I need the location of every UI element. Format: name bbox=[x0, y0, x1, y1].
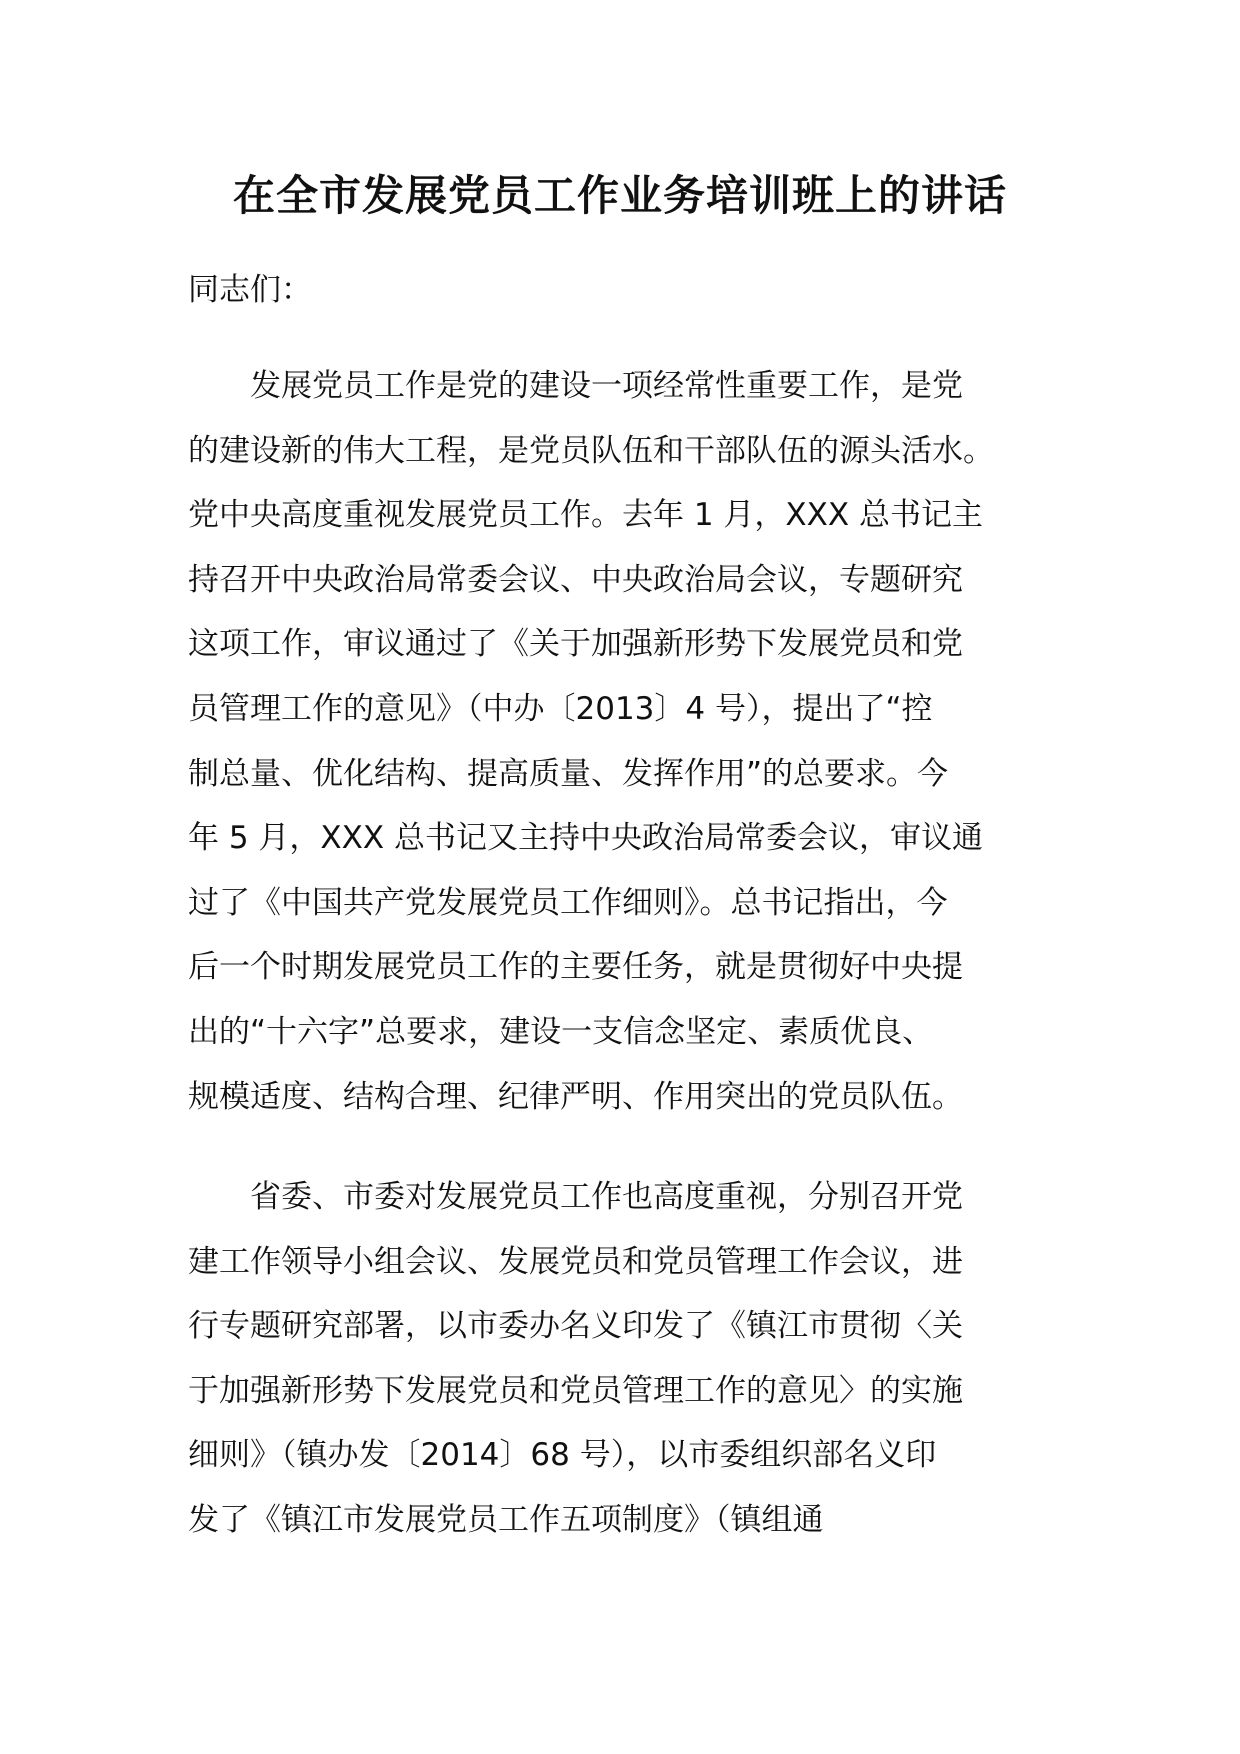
paragraph-2-line: 于加强新形势下发展党员和党员管理工作的意见〉的实施 bbox=[188, 1372, 963, 1409]
paragraph-2-line: 发了《镇江市发展党员工作五项制度》（镇组通 bbox=[188, 1501, 824, 1538]
paragraph-1-line: 发展党员工作是党的建设一项经常性重要工作，是党 bbox=[188, 368, 963, 404]
paragraph-1-line: 过了《中国共产党发展党员工作细则》。总书记指出，今 bbox=[188, 884, 948, 921]
paragraph-1-line: 年 5 月，XXX 总书记又主持中央政治局常委会议，审议通 bbox=[188, 820, 983, 857]
paragraph-1-line: 的建设新的伟大工程，是党员队伍和干部队伍的源头活水。 bbox=[188, 432, 994, 469]
paragraph-1-line: 制总量、优化结构、提高质量、发挥作用”的总要求。今 bbox=[188, 755, 949, 792]
paragraph-1-line: 出的“十六字”总要求，建设一支信念坚定、素质优良、 bbox=[188, 1013, 934, 1050]
paragraph-2-line: 行专题研究部署，以市委办名义印发了《镇江市贯彻〈关 bbox=[188, 1308, 963, 1345]
paragraph-1-line: 持召开中央政治局常委会议、中央政治局会议，专题研究 bbox=[188, 561, 963, 598]
paragraph-1-line: 规模适度、结构合理、纪律严明、作用突出的党员队伍。 bbox=[188, 1078, 963, 1115]
paragraph-1-line: 党中央高度重视发展党员工作。去年 1 月，XXX 总书记主 bbox=[188, 497, 983, 534]
paragraph-2 bbox=[188, 1165, 1188, 1553]
paragraph-2-line: 细则》（镇办发〔2014〕68 号），以市委组织部名义印 bbox=[188, 1437, 937, 1474]
paragraph-1-line: 这项工作，审议通过了《关于加强新形势下发展党员和党 bbox=[188, 626, 963, 663]
greeting: 同志们： bbox=[188, 272, 312, 308]
paragraph-1-line: 后一个时期发展党员工作的主要任务，就是贯彻好中央提 bbox=[188, 949, 963, 986]
paragraph-1-line: 员管理工作的意见》（中办〔2013〕4 号），提出了“控 bbox=[188, 690, 933, 727]
paragraph-2-line: 建工作领导小组会议、发展党员和党员管理工作会议，进 bbox=[188, 1243, 963, 1280]
document-title: 在全市发展党员工作业务培训班上的讲话 bbox=[232, 171, 1007, 220]
paragraph-2-line: 省委、市委对发展党员工作也高度重视，分别召开党 bbox=[188, 1179, 963, 1215]
paragraph-1 bbox=[188, 354, 1188, 1129]
